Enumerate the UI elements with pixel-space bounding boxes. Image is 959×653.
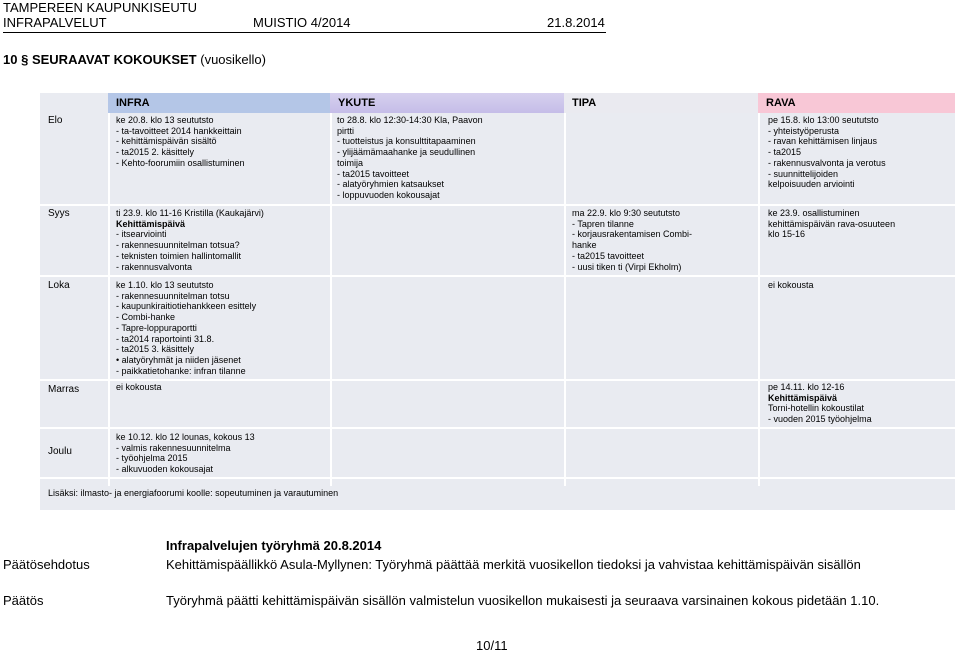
- doc-date: 21.8.2014: [547, 15, 605, 30]
- cell-marras-rava: pe 14.11. klo 12-16 Kehittämispäivä Torni-hotellin kokoustilat - vuoden 2015 työohjelma: [768, 382, 872, 425]
- org-name: TAMPEREEN KAUPUNKISEUTU: [3, 0, 198, 15]
- row-divider: [40, 427, 955, 429]
- cell-syys-rava: ke 23.9. osallistuminen kehittämispäivän rava-osuuteen klo 15-16: [768, 208, 896, 240]
- section-heading: SEURAAVAT KOKOUKSET: [31, 52, 197, 67]
- row-divider: [40, 204, 955, 206]
- col-rava: RAVA: [758, 93, 955, 113]
- cell-elo-infra: ke 20.8. klo 13 seututsto - ta-tavoitteet 2014 hankkeittain - kehittämispäivän sisältö - ta2015 2. käsittely - Kehto-foorumiin osallistuminen: [116, 115, 245, 168]
- row-divider: [40, 275, 955, 277]
- col-ykute: YKUTE: [330, 93, 564, 113]
- table-footer: Lisäksi: ilmasto- ja energiafoorumi koolle: sopeutuminen ja varautuminen: [48, 488, 339, 498]
- proposal-label: Päätösehdotus: [3, 557, 90, 572]
- col-divider: [758, 113, 760, 486]
- unit-name: INFRAPALVELUT: [3, 15, 107, 30]
- cell-elo-rava: pe 15.8. klo 13:00 seututsto - yhteistyöperusta - ravan kehittämisen linjaus - ta2015 - rakennusvalvonta ja verotus - suunnittelijoiden kelpoisuuden arviointi: [768, 115, 886, 190]
- cell-loka-rava: ei kokousta: [768, 280, 814, 290]
- page-number: 10/11: [476, 638, 508, 653]
- section-number: 10: [3, 52, 18, 67]
- cell-loka-infra: ke 1.10. klo 13 seututsto - rakennesuunnitelman totsu - kaupunkiraitiotiehankkeen esittely - Combi-hanke - Tapre-loppuraportti - ta2014 raportointi 31.8. - ta2015 3. käsittely • alatyöryhmät ja niiden jäsenet - paikkatietohanke: infran tilanne: [116, 280, 257, 376]
- col-infra: INFRA: [108, 93, 330, 113]
- section-title: [3, 52, 266, 67]
- header-line: [3, 15, 606, 33]
- doc-id: MUISTIO 4/2014: [253, 15, 351, 30]
- cell-joulu-infra: ke 10.12. klo 12 lounas, kokous 13 - valmis rakennesuunnitelma - työohjelma 2015 - alkuvuoden kokousajat: [116, 432, 255, 475]
- annual-calendar-table: [40, 93, 955, 510]
- month-syys: Syys: [48, 208, 70, 219]
- month-marras: Marras: [48, 384, 80, 395]
- decision-label: Päätös: [3, 593, 44, 608]
- month-joulu: Joulu: [48, 446, 72, 457]
- cell-marras-infra: ei kokousta: [116, 382, 162, 392]
- decision-text: Työryhmä päätti kehittämispäivän sisällön valmistelun vuosikellon mukaisesti ja seuraava varsinainen kokous pidetään 1.10.: [166, 593, 880, 608]
- group-heading: Infrapalvelujen työryhmä 20.8.2014: [166, 538, 382, 553]
- col-divider: [330, 113, 332, 486]
- row-divider: [40, 477, 955, 479]
- cell-elo-ykute: to 28.8. klo 12:30-14:30 Kla, Paavon pirtti - tuotteistus ja konsulttitapaaminen - ylijäämämaahanke ja seudullinen toimija - ta2015 tavoitteet - alatyöryhmien katsaukset - loppuvuoden kokousajat: [337, 115, 483, 200]
- col-divider: [108, 113, 110, 486]
- month-elo: Elo: [48, 115, 63, 126]
- proposal-text: Kehittämispäällikkö Asula-Myllynen: Työryhmä päättää merkitä vuosikellon tiedoksi ja vahvistaa kehittämispäivän sisällön: [166, 557, 861, 572]
- cell-syys-tipa: ma 22.9. klo 9:30 seututsto - Tapren tilanne - korjausrakentamisen Combi- hanke - ta2015 tavoitteet - uusi tiken ti (Virpi Ekholm): [572, 208, 693, 272]
- section-note: (vuosikello): [200, 52, 266, 67]
- section-symbol: §: [21, 52, 29, 67]
- col-tipa: TIPA: [564, 93, 758, 113]
- row-divider: [40, 379, 955, 381]
- col-divider: [564, 113, 566, 486]
- month-loka: Loka: [48, 280, 70, 291]
- cell-syys-infra: ti 23.9. klo 11-16 Kristilla (Kaukajärvi) Kehittämispäivä - itsearviointi - rakennesuunnitelman totsua? - teknisten toimien hallintomallit - rakennusvalvonta: [116, 208, 264, 272]
